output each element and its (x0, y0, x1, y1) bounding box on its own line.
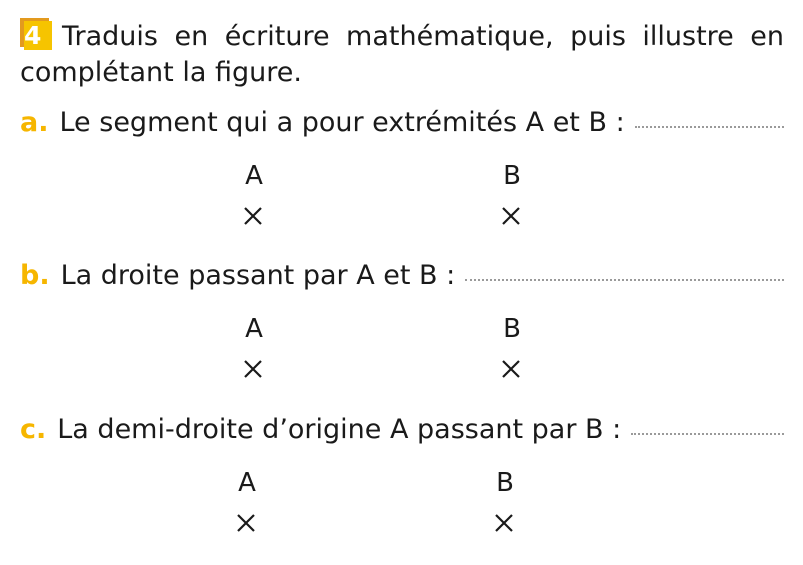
answer-dotted-line[interactable] (635, 126, 784, 128)
item-text: La demi-droite d’origine A passant par B : (57, 414, 622, 445)
point-b-cross (501, 359, 521, 379)
item-a (20, 106, 784, 140)
point-a-label: A (238, 468, 256, 498)
point-b-label: B (496, 468, 514, 498)
point-b-cross (494, 513, 514, 533)
item-letter: b. (20, 260, 50, 291)
answer-dotted-line[interactable] (631, 433, 784, 435)
point-a-label: A (245, 314, 263, 344)
item-text: Le segment qui a pour extrémités A et B : (59, 107, 625, 138)
point-a-cross (243, 359, 263, 379)
exercise-number: 4 (24, 21, 52, 50)
item-letter: a. (20, 107, 49, 138)
item-text: La droite passant par A et B : (60, 260, 456, 291)
point-a-label: A (245, 161, 263, 191)
point-b-cross (501, 206, 521, 226)
answer-dotted-line[interactable] (465, 279, 784, 281)
exercise-header (20, 18, 784, 91)
exercise-instruction: Traduis en écriture mathématique, puis illustre en complétant la figure. (20, 21, 784, 88)
item-c (20, 413, 784, 447)
point-b-label: B (503, 161, 521, 191)
point-b-label: B (503, 314, 521, 344)
item-letter: c. (20, 414, 47, 445)
item-b (20, 259, 784, 293)
exercise-number-badge (20, 18, 52, 50)
point-a-cross (236, 513, 256, 533)
point-a-cross (243, 206, 263, 226)
